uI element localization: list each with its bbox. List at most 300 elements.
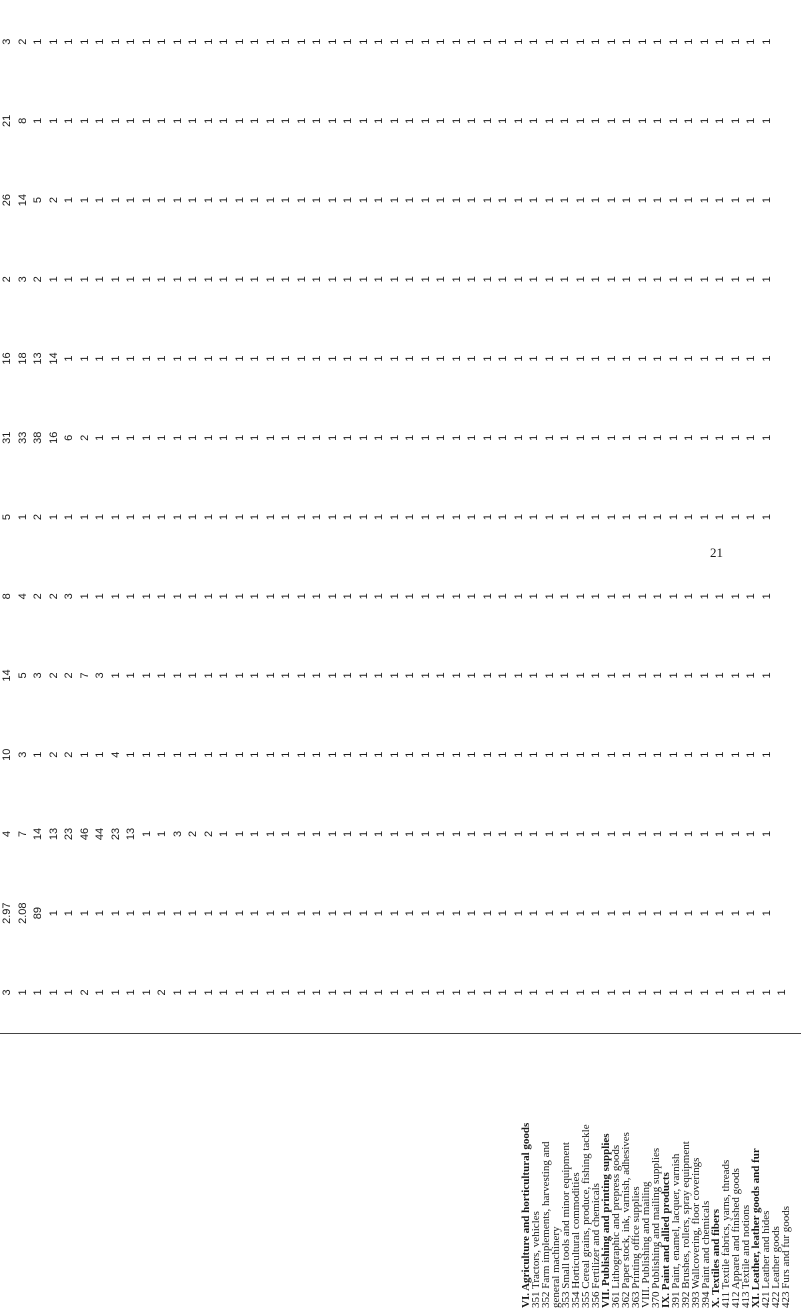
table-cell: 1	[466, 276, 478, 283]
table-cell: 1	[264, 197, 277, 204]
table-cell: 1	[125, 751, 137, 758]
table-cell: 1	[621, 910, 633, 917]
table-cell: 1	[171, 910, 184, 917]
table-cell: 1	[729, 751, 742, 758]
table-cell: 1	[574, 910, 587, 917]
table-cell: 1	[342, 276, 354, 283]
table-cell: 1	[667, 672, 680, 679]
table-cell: 1	[311, 830, 323, 837]
table-cell: 1	[698, 38, 711, 45]
table-cell: 1	[419, 355, 432, 362]
table-cell: 1	[667, 989, 680, 996]
table-cell: 1	[621, 197, 633, 204]
table-cell: 1	[357, 672, 370, 679]
table-cell: 1	[419, 197, 432, 204]
table-cell: 1	[683, 593, 695, 600]
table-cell: 1	[156, 276, 168, 283]
table-cell: 1	[63, 197, 75, 204]
table-cell: 1	[218, 830, 230, 837]
table-cell: 1	[404, 593, 416, 600]
value-column	[0, 240, 801, 319]
table-cell: 1	[125, 38, 137, 45]
table-cell: 1	[435, 434, 447, 441]
table-cell: 2	[1, 276, 13, 283]
row-label: 352 Farm implements, harvesting and	[540, 1141, 552, 1308]
table-cell: 1	[280, 276, 292, 283]
table-cell: 1	[574, 355, 587, 362]
table-cell: 1	[140, 830, 153, 837]
table-cell: 1	[714, 355, 726, 362]
table-cell: 1	[559, 910, 571, 917]
table-cell: 1	[667, 276, 680, 283]
table-cell: 1	[125, 910, 137, 917]
table-cell: 1	[574, 593, 587, 600]
table-cell: 1	[264, 276, 277, 283]
table-cell: 1	[171, 355, 184, 362]
table-cell: 1	[512, 513, 525, 521]
table-cell: 1	[497, 434, 509, 441]
table-cell: 1	[450, 910, 463, 917]
table-cell: 1	[187, 117, 199, 124]
table-cell: 1	[388, 593, 401, 600]
table-cell: 1	[94, 38, 106, 45]
table-cell: 1	[450, 593, 463, 600]
table-cell: 1	[94, 513, 106, 521]
table-cell: 1	[342, 434, 354, 441]
table-cell: 1	[94, 434, 106, 441]
table-cell: 1	[698, 434, 711, 441]
table-cell: 1	[373, 355, 385, 362]
table-cell: 1	[621, 38, 633, 45]
table-cell: 1	[497, 989, 509, 996]
row-label: 363 Printing office supplies	[630, 1186, 642, 1308]
table-cell: 1	[218, 989, 230, 996]
value-column	[0, 953, 801, 1032]
table-cell: 1	[528, 910, 540, 917]
table-cell: 16	[1, 352, 13, 365]
table-cell: 1	[125, 117, 137, 124]
table-cell: 1	[466, 672, 478, 679]
table-cell: 1	[714, 830, 726, 837]
table-cell: 1	[94, 910, 106, 917]
table-cell: 1	[342, 989, 354, 996]
row-label: X. Textiles and fibers	[710, 1208, 722, 1308]
table-cell: 1	[171, 117, 184, 124]
row-label: 421 Leather and hides	[760, 1210, 772, 1308]
table-cell: 5	[32, 197, 44, 204]
table-cell: 1	[63, 117, 75, 124]
table-cell: 1	[497, 910, 509, 917]
row-label: 393 Wallcovering, floor coverings	[690, 1157, 702, 1308]
table-cell: 1	[450, 513, 463, 521]
table-cell: 1	[373, 197, 385, 204]
table-cell: 1	[543, 751, 556, 758]
row-label: XI. Leather, leather goods and fur	[750, 1148, 762, 1308]
table-cell: 1	[94, 197, 106, 204]
table-cell: 1	[481, 513, 494, 521]
table-cell: 1	[311, 672, 323, 679]
table-cell: 2	[78, 989, 91, 996]
table-cell: 1	[543, 989, 556, 996]
table-cell: 1	[497, 593, 509, 600]
table-cell: 1	[667, 513, 680, 521]
table-cell: 1	[280, 355, 292, 362]
table-cell: 1	[78, 38, 91, 45]
table-cell: 1	[125, 355, 137, 362]
table-cell: 1	[311, 434, 323, 441]
table-cell: 13	[32, 352, 44, 365]
table-cell: 1	[404, 830, 416, 837]
table-cell: 1	[760, 751, 773, 758]
table-cell: 1	[94, 593, 106, 600]
table-cell: 1	[264, 751, 277, 758]
table-cell: 1	[156, 355, 168, 362]
table-cell: 1	[140, 117, 153, 124]
table-cell: 1	[218, 197, 230, 204]
table-cell: 1	[435, 513, 447, 521]
table-cell: 1	[760, 197, 773, 204]
table-cell: 8	[16, 117, 29, 124]
table-cell: 1	[497, 751, 509, 758]
table-cell: 2	[202, 830, 215, 837]
table-cell: 2	[63, 672, 75, 679]
table-cell: 1	[745, 434, 757, 441]
table-cell: 1	[156, 910, 168, 917]
table-cell: 1	[109, 38, 122, 45]
table-cell: 1	[528, 276, 540, 283]
table-cell: 1	[140, 593, 153, 600]
table-cell: 1	[450, 355, 463, 362]
table-cell: 1	[729, 989, 742, 996]
table-cell: 1	[605, 989, 618, 996]
row-label: 412 Apparel and finished goods	[730, 1168, 742, 1308]
table-cell: 1	[326, 38, 339, 45]
table-cell: 1	[419, 593, 432, 600]
value-column	[0, 636, 801, 715]
table-cell: 1	[63, 38, 75, 45]
table-cell: 1	[264, 355, 277, 362]
table-cell: 1	[171, 672, 184, 679]
table-cell: 1	[388, 355, 401, 362]
table-cell: 1	[636, 434, 649, 441]
table-cell: 1	[140, 910, 153, 917]
table-cell: 1	[311, 38, 323, 45]
table-cell: 16	[47, 431, 60, 444]
table-cell: 1	[388, 434, 401, 441]
table-cell: 1	[543, 593, 556, 600]
table-cell: 23	[109, 827, 122, 841]
table-cell: 3	[1, 989, 13, 996]
table-cell: 13	[47, 827, 60, 841]
table-cell: 1	[357, 751, 370, 758]
table-cell: 1	[249, 197, 261, 204]
table-cell: 1	[109, 117, 122, 124]
table-cell: 1	[683, 434, 695, 441]
table-cell: 1	[590, 513, 602, 521]
table-cell: 1	[187, 276, 199, 283]
table-cell: 1	[342, 117, 354, 124]
table-cell: 46	[78, 827, 91, 841]
table-cell: 1	[590, 672, 602, 679]
table-cell: 1	[233, 117, 246, 124]
row-label: 392 Brushes, rollers, spray equipment	[680, 1141, 692, 1308]
table-cell: 1	[435, 751, 447, 758]
table-cell: 1	[621, 513, 633, 521]
table-cell: 4	[1, 830, 13, 837]
table-cell: 1	[249, 276, 261, 283]
row-label: 370 Publishing and mailing supplies	[650, 1147, 662, 1308]
value-column	[0, 874, 801, 953]
table-cell: 1	[621, 117, 633, 124]
table-cell: 1	[683, 751, 695, 758]
table-cell: 1	[683, 355, 695, 362]
table-cell: 1	[729, 276, 742, 283]
table-cell: 1	[574, 513, 587, 521]
table-cell: 1	[388, 989, 401, 996]
table-cell: 1	[590, 751, 602, 758]
table-cell: 1	[63, 355, 75, 362]
table-cell: 1	[125, 672, 137, 679]
table-cell: 1	[419, 751, 432, 758]
table-cell: 1	[621, 830, 633, 837]
table-cell: 1	[714, 434, 726, 441]
table-cell: 1	[760, 593, 773, 600]
table-cell: 1	[466, 38, 478, 45]
table-cell: 1	[466, 751, 478, 758]
table-cell: 1	[47, 276, 60, 283]
table-cell: 2	[47, 751, 60, 758]
table-cell: 1	[311, 513, 323, 521]
table-cell: 1	[745, 355, 757, 362]
table-cell: 1	[202, 989, 215, 996]
table-cell: 7	[78, 672, 91, 679]
table-cell: 3	[1, 38, 13, 45]
table-cell: 1	[605, 434, 618, 441]
table-cell: 1	[512, 276, 525, 283]
table-cell: 1	[605, 276, 618, 283]
table-cell: 1	[590, 276, 602, 283]
table-cell: 1	[683, 117, 695, 124]
table-cell: 1	[419, 38, 432, 45]
table-cell: 1	[745, 38, 757, 45]
table-cell: 1	[652, 38, 664, 45]
table-cell: 1	[311, 989, 323, 996]
table-cell: 1	[187, 989, 199, 996]
table-cell: 1	[760, 117, 773, 124]
table-cell: 1	[280, 989, 292, 996]
table-cell: 1	[218, 276, 230, 283]
table-cell: 1	[171, 197, 184, 204]
table-cell: 1	[140, 276, 153, 283]
table-cell: 1	[481, 355, 494, 362]
table-cell: 1	[636, 910, 649, 917]
table-cell: 1	[636, 672, 649, 679]
table-cell: 1	[171, 276, 184, 283]
table-cell: 1	[326, 751, 339, 758]
table-cell: 1	[342, 593, 354, 600]
table-cell: 1	[233, 276, 246, 283]
table-cell: 1	[404, 910, 416, 917]
table-cell: 1	[450, 434, 463, 441]
table-cell: 1	[295, 355, 308, 362]
table-cell: 1	[404, 117, 416, 124]
table-cell: 1	[466, 513, 478, 521]
value-column	[0, 794, 801, 873]
table-cell: 1	[311, 910, 323, 917]
table-cell: 1	[450, 989, 463, 996]
table-cell: 1	[621, 355, 633, 362]
table-cell: 1	[109, 355, 122, 362]
table-cell: 1	[47, 910, 60, 917]
table-cell: 1	[450, 751, 463, 758]
table-cell: 1	[528, 989, 540, 996]
table-cell: 1	[342, 910, 354, 917]
value-column	[0, 477, 801, 556]
row-label: 362 Paper stock, ink, varnish, adhesives	[620, 1132, 632, 1308]
table-cell: 1	[636, 197, 649, 204]
table-cell: 1	[311, 117, 323, 124]
table-cell: 1	[652, 355, 664, 362]
table-cell: 1	[481, 910, 494, 917]
table-cell: 3	[171, 830, 184, 837]
table-cell: 1	[528, 117, 540, 124]
table-cell: 3	[63, 593, 75, 600]
table-cell: 1	[760, 830, 773, 837]
table-cell: 1	[760, 672, 773, 679]
table-cell: 1	[760, 989, 773, 996]
table-cell: 1	[574, 989, 587, 996]
table-cell: 1	[729, 513, 742, 521]
table-cell: 1	[481, 197, 494, 204]
table-cell: 1	[140, 38, 153, 45]
table-cell: 1	[543, 910, 556, 917]
table-cell: 1	[760, 434, 773, 441]
table-cell: 1	[233, 355, 246, 362]
table-cell: 1	[729, 672, 742, 679]
table-cell: 1	[342, 197, 354, 204]
table-cell: 1	[280, 434, 292, 441]
table-cell: 1	[621, 989, 633, 996]
table-cell: 1	[388, 117, 401, 124]
table-cell: 14	[16, 193, 29, 207]
table-cell: 1	[636, 117, 649, 124]
table-cell: 1	[574, 672, 587, 679]
table-cell: 1	[140, 672, 153, 679]
table-cell: 1	[450, 276, 463, 283]
table-cell: 1	[652, 593, 664, 600]
table-cell: 1	[512, 355, 525, 362]
table-cell: 1	[528, 593, 540, 600]
table-cell: 1	[140, 197, 153, 204]
table-cell: 1	[125, 593, 137, 600]
table-cell: 1	[683, 38, 695, 45]
table-cell: 1	[171, 38, 184, 45]
table-cell: 1	[47, 989, 60, 996]
table-cell: 1	[125, 276, 137, 283]
table-cell: 1	[745, 593, 757, 600]
table-cell: 1	[481, 751, 494, 758]
table-cell: 1	[342, 355, 354, 362]
table-cell: 31	[1, 431, 13, 444]
table-cell: 1	[202, 593, 215, 600]
table-cell: 1	[264, 117, 277, 124]
table-cell: 1	[497, 830, 509, 837]
table-cell: 1	[202, 197, 215, 204]
table-cell: 1	[481, 672, 494, 679]
table-cell: 1	[249, 434, 261, 441]
table-cell: 1	[435, 117, 447, 124]
table-cell: 1	[125, 197, 137, 204]
table-cell: 1	[156, 513, 168, 521]
table-cell: 1	[667, 197, 680, 204]
table-cell: 1	[187, 434, 199, 441]
table-cell: 1	[404, 355, 416, 362]
table-cell: 1	[357, 830, 370, 837]
table-cell: 1	[373, 989, 385, 996]
table-cell: 1	[683, 672, 695, 679]
table-cell: 1	[419, 117, 432, 124]
table-cell: 1	[388, 672, 401, 679]
table-cell: 1	[714, 276, 726, 283]
table-cell: 1	[636, 276, 649, 283]
table-cell: 2	[47, 197, 60, 204]
table-cell: 1	[497, 38, 509, 45]
table-cell: 1	[605, 910, 618, 917]
table-cell: 1	[156, 38, 168, 45]
table-cell: 1	[388, 276, 401, 283]
table-cell: 1	[280, 672, 292, 679]
table-cell: 1	[590, 434, 602, 441]
table-cell: 1	[543, 117, 556, 124]
table-cell: 1	[295, 593, 308, 600]
table-cell: 1	[621, 276, 633, 283]
table-cell: 1	[202, 38, 215, 45]
table-cell: 1	[357, 910, 370, 917]
table-cell: 1	[187, 197, 199, 204]
table-cell: 1	[559, 830, 571, 837]
table-cell: 1	[729, 910, 742, 917]
table-cell: 1	[78, 751, 91, 758]
table-cell: 1	[295, 197, 308, 204]
value-column	[0, 160, 801, 239]
table-cell: 1	[683, 910, 695, 917]
row-label: 353 Small tools and minor equipment	[560, 1142, 572, 1308]
table-cell: 1	[78, 355, 91, 362]
row-label: 356 Fertilizer and chemicals	[590, 1183, 602, 1308]
table-cell: 1	[156, 117, 168, 124]
table-cell: 1	[543, 672, 556, 679]
table-cell: 1	[109, 593, 122, 600]
table-cell: 1	[543, 830, 556, 837]
table-cell: 1	[326, 117, 339, 124]
table-cell: 1	[559, 672, 571, 679]
table-cell: 1	[559, 38, 571, 45]
table-cell: 1	[590, 197, 602, 204]
table-cell: 1	[156, 672, 168, 679]
table-cell: 1	[171, 989, 184, 996]
table-cell: 1	[590, 910, 602, 917]
table-cell: 3	[94, 672, 106, 679]
table-cell: 1	[419, 513, 432, 521]
table-cell: 1	[78, 197, 91, 204]
table-cell: 1	[16, 989, 29, 996]
value-column	[0, 319, 801, 398]
table-cell: 1	[109, 672, 122, 679]
table-cell: 1	[249, 513, 261, 521]
table-cell: 1	[528, 197, 540, 204]
table-cell: 1	[745, 513, 757, 521]
table-cell: 1	[745, 751, 757, 758]
